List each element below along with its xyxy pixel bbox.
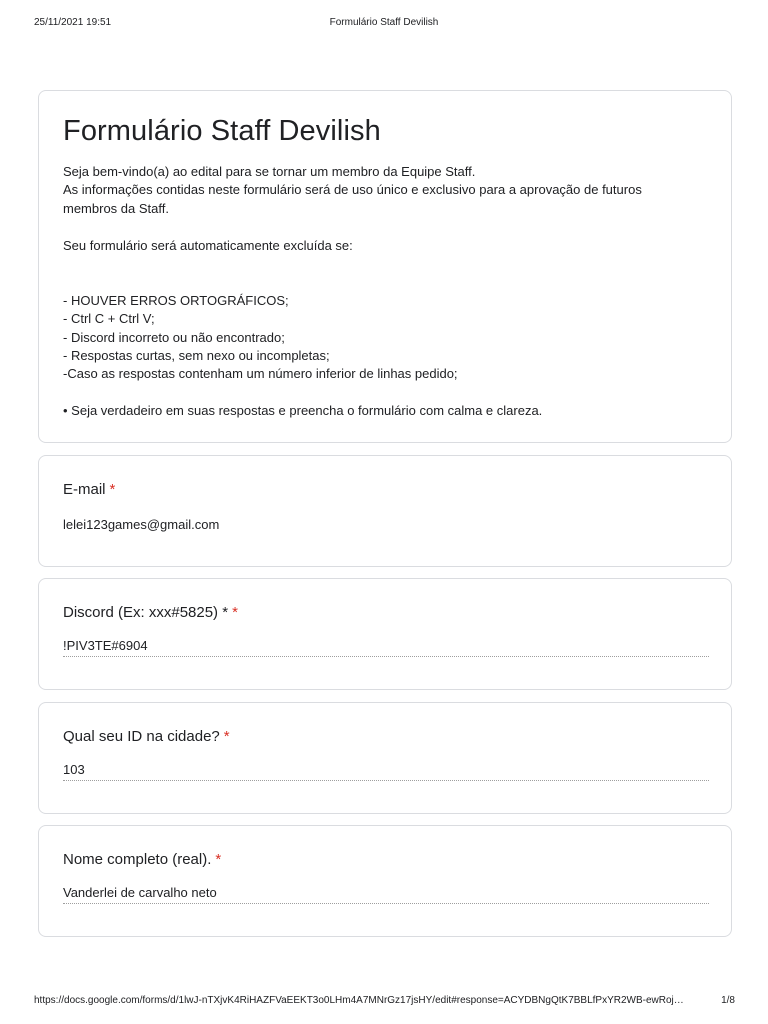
required-asterisk: * [215,851,222,868]
description-line [63,218,707,236]
print-datetime: 25/11/2021 19:51 [34,17,112,28]
required-asterisk: * [109,481,116,498]
description-line: Seja bem-vindo(a) ao edital para se tornar um membro da Equipe Staff. [63,164,476,179]
description-line: Seu formulário será automaticamente excluída se: [63,237,353,253]
print-footer [0,995,768,1009]
question-card-discord [38,578,732,690]
description-line [63,384,707,402]
question-label-text: E-mail [63,481,106,498]
city-id-answer: 103 [63,761,709,781]
page-indicator: 1/8 [721,995,735,1006]
description-line: membros da Staff. [63,200,169,216]
required-asterisk: * [223,728,230,745]
full-name-answer: Vanderlei de carvalho neto [63,884,709,904]
required-asterisk: * [232,604,238,621]
form-title: Formulário Staff Devilish [63,115,381,147]
description-line: - HOUVER ERROS ORTOGRÁFICOS; [63,292,289,308]
question-label [63,480,707,500]
form-header-card [38,90,732,443]
form-description [63,163,707,421]
description-line: • Seja verdadeiro em suas respostas e preencha o formulário com calma e clareza. [63,403,543,419]
description-line: -Caso as respostas contenham um número inferior de linhas pedido; [63,366,458,382]
discord-answer: !PIV3TE#6904 [63,637,709,657]
print-page-title: Formulário Staff Devilish [329,17,439,28]
question-card-full-name [38,825,732,937]
question-label [63,727,707,747]
description-line [63,255,707,273]
description-line [63,273,707,291]
question-label [63,850,707,870]
description-line: As informações contidas neste formulário será de uso único e exclusivo para a aprovação de futuros [63,182,642,198]
print-header [0,17,768,31]
email-answer: lelei123games@gmail.com [63,517,220,532]
print-url: https://docs.google.com/forms/d/1lwJ-nTXjvK4RiHAZFVaEEKT3o0LHm4A7MNrGz17jsHY/edit#response=ACYDBNgQtK7BBLfPxYR2WB-ewRoj… [34,995,684,1006]
question-card-city-id [38,702,732,814]
question-card-email [38,455,732,567]
description-line: - Respostas curtas, sem nexo ou incompletas; [63,348,330,364]
question-label-text: Qual seu ID na cidade? [63,728,220,745]
question-label-text: Discord (Ex: xxx#5825) * [63,604,229,621]
description-line: - Ctrl C + Ctrl V; [63,311,155,327]
question-label-text: Nome completo (real). [63,851,212,868]
question-label [63,603,707,623]
description-line: - Discord incorreto ou não encontrado; [63,329,285,345]
